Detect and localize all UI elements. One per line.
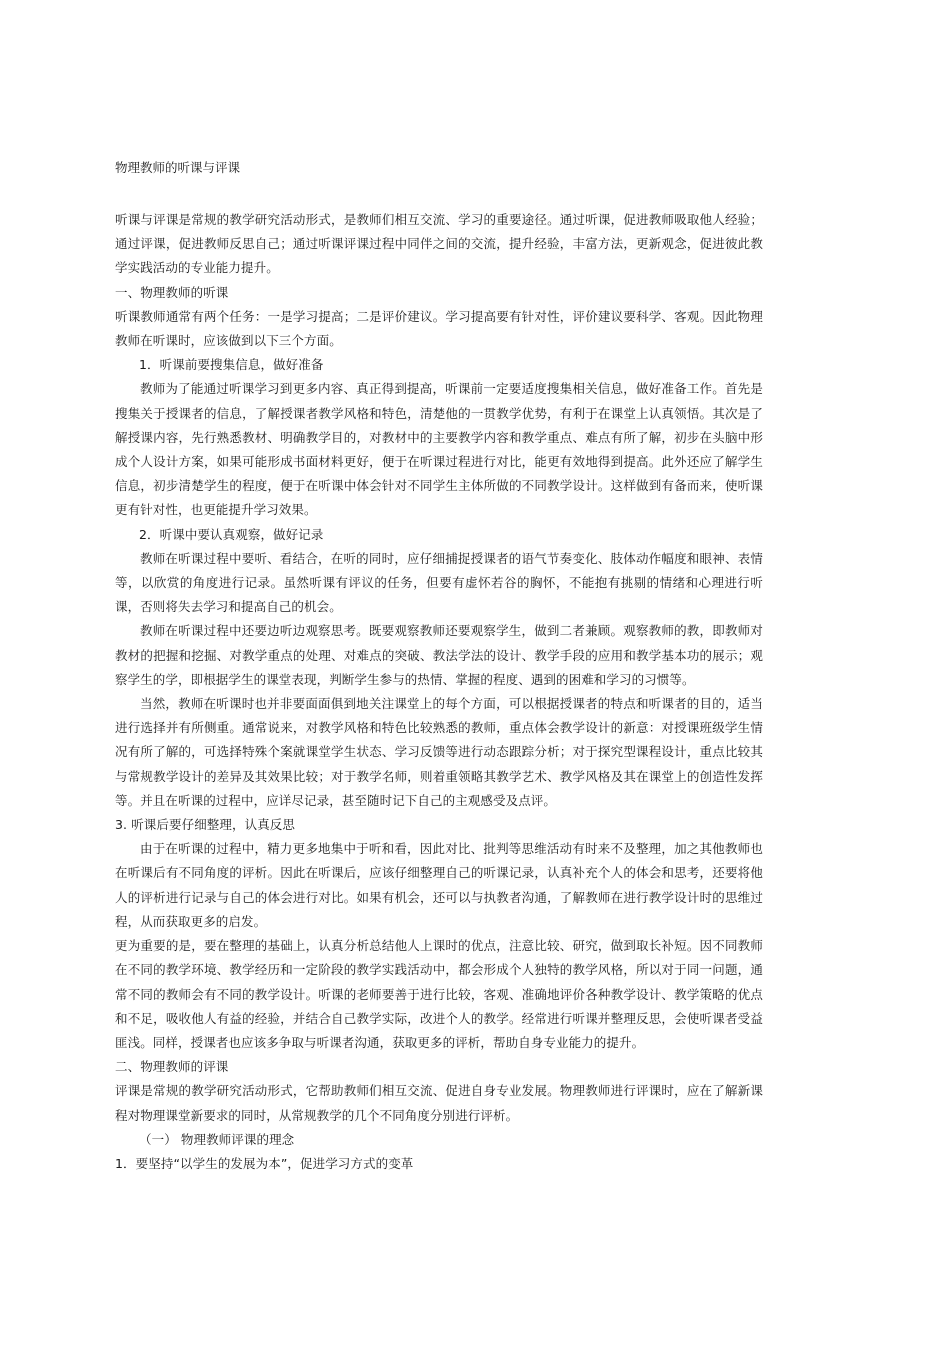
evaluation-paragraph: 评课是常规的教学研究活动形式，它帮助教师们相互交流、促进自身专业发展。物理教师进行评课时，应在了解新课程对物理课堂新要求的同时，从常规教学的几个不同角度分别进行评析。 [115, 1083, 763, 1123]
document-body [115, 156, 763, 1176]
section-heading-evaluation: 二、物理教师的评课 [115, 1059, 229, 1075]
subheading-evaluation-concept: （一） 物理教师评课的理念 [139, 1131, 295, 1147]
listening-tasks-paragraph: 听课教师通常有两个任务：一是学习提高；二是评价建议。学习提高要有针对性，评价建议要科学、客观。因此物理教师在听课时，应该做到以下三个方面。 [115, 308, 763, 349]
reflect-paragraph-2: 更为重要的是，要在整理的基础上，认真分析总结他人上课时的优点，注意比较、研究，做到取长补短。因不同教师在不同的教学环境、教学经历和一定阶段的教学实践活动中，都会形成个人独特的教学风格，所以对于同一问题，通常不同的教师会有不同的教学设计。听课的老师要善于进行比较，客观、准确地评价各种教学设计、教学策略的优点和不足，吸收他人有益的经验，并结合自己教学实际，改进个人的教学。经常进行听课并整理反思，会使听课者受益匪浅。同样，授课者也应该多争取与听课者沟通，获取更多的评析，帮助自身专业能力的提升。 [115, 938, 763, 1050]
section-heading-listening: 一、物理教师的听课 [115, 284, 229, 300]
prepare-paragraph: 教师为了能通过听课学习到更多内容、真正得到提高，听课前一定要适度搜集相关信息，做好准备工作。首先是搜集关于授课者的信息，了解授课者教学风格和特色，清楚他的一贯教学优势，有利于在课堂上认真领悟。其次是了解授课内容，先行熟悉教材、明确教学目的，对教材中的主要教学内容和教学重点、难点有所了解，初步在头脑中形成个人设计方案，如果可能形成书面材料更好，便于在听课过程进行对比，能更有效地得到提高。此外还应了解学生信息，初步清楚学生的程度，便于在听课中体会针对不同学生主体所做的不同教学设计。这样做到有备而来，使听课更有针对性，也更能提升学习效果。 [115, 381, 763, 518]
observe-paragraph-1: 教师在听课过程中要听、看结合，在听的同时，应仔细捕捉授课者的语气节奏变化、肢体动作幅度和眼神、表情等，以欣赏的角度进行记录。虽然听课有评议的任务，但要有虚怀若谷的胸怀，不能抱有挑剔的情绪和心理进行听课，否则将失去学习和提高自己的机会。 [115, 550, 763, 615]
observe-paragraph-2: 教师在听课过程中还要边听边观察思考。既要观察教师还要观察学生，做到二者兼顾。观察教师的教，即教师对教材的把握和挖掘、对教学重点的处理、对难点的突破、教法学法的设计、教学手段的应用和教学基本功的展示；观察学生的学，即根据学生的课堂表现，判断学生参与的热情、掌握的程度、遇到的困难和学习的习惯等。 [115, 623, 763, 687]
subheading-observe: 2．听课中要认真观察，做好记录 [139, 526, 324, 542]
subheading-student-development: 1．要坚持“以学生的发展为本”，促进学习方式的变革 [115, 1155, 414, 1171]
document-title: 物理教师的听课与评课 [115, 160, 241, 175]
intro-paragraph: 听课与评课是常规的教学研究活动形式，是教师们相互交流、学习的重要途径。通过听课，促进教师吸取他人经验；通过评课，促进教师反思自己；通过听课评课过程中同伴之间的交流，提升经验，丰富方法，更新观念，促进彼此教学实践活动的专业能力提升。 [115, 212, 763, 276]
observe-paragraph-3: 当然，教师在听课时也并非要面面俱到地关注课堂上的每个方面，可以根据授课者的特点和听课者的目的，适当进行选择并有所侧重。通常说来，对教学风格和特色比较熟悉的教师，重点体会教学设计的新意：对授课班级学生情况有所了解的，可选择特殊个案就课堂学生状态、学习反馈等进行动态跟踪分析；对于探究型课程设计，重点比较其与常规教学设计的差异及其效果比较；对于教学名师，则着重领略其教学艺术、教学风格及其在课堂上的创造性发挥等。并且在听课的过程中，应详尽记录，甚至随时记下自己的主观感受及点评。 [115, 696, 763, 808]
subheading-reflect: 3. 听课后要仔细整理，认真反思 [115, 817, 296, 833]
subheading-prepare: 1．听课前要搜集信息，做好准备 [139, 357, 324, 373]
reflect-paragraph-1: 由于在听课的过程中，精力更多地集中于听和看，因此对比、批判等思维活动有时来不及整理，加之其他教师也在听课后有不同角度的评析。因此在听课后，应该仔细整理自己的听课记录，认真补充个人的体会和思考，还要将他人的评析进行记录与自己的体会进行对比。如果有机会，还可以与执教者沟通，了解教师在进行教学设计时的思维过程，从而获取更多的启发。 [115, 841, 763, 929]
